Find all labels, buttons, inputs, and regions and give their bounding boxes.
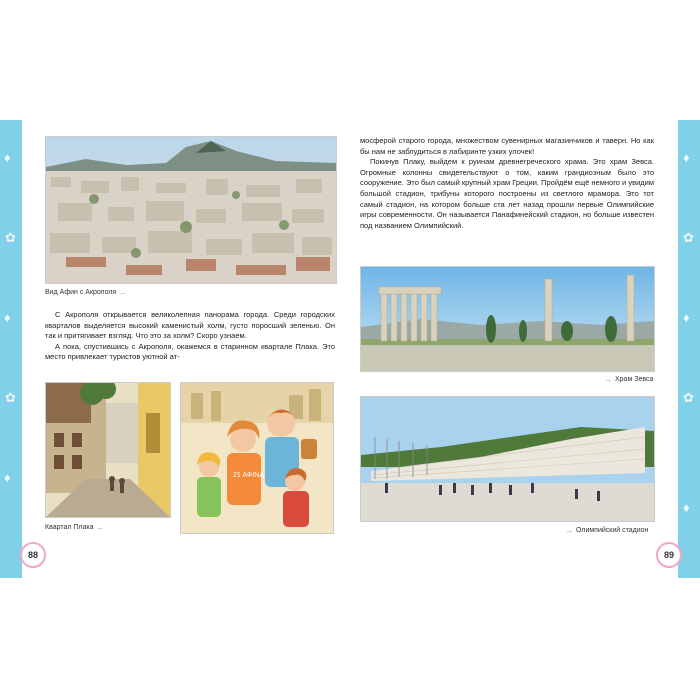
paragraph: Покинув Плаку, выйдем к руинам древнегреческого храма. Это храм Зевса. Огромные колонны свидетельствуют о том, каким грандиозным было это сооружение. Это был самый крупный храм Греции. Пройдём ещё немного и увидим большой стадион, трибуны которого построены из светлого мрамора. Это тот самый стадион, на котором больше ста лет назад прошли первые Олимпийские игры современности. Он называется Панафинейский стадион, но больше известен под названием Олимпийский.	[360, 157, 654, 230]
left-page-margin	[0, 120, 22, 578]
balloon-icon: ♦	[4, 150, 11, 165]
photo-athens-acropolis	[45, 136, 337, 284]
caption-plaka	[45, 523, 105, 532]
caption-arrow-icon: ←	[119, 288, 128, 297]
page-number-text: 89	[663, 550, 674, 560]
balloon-icon: ♦	[683, 500, 690, 515]
page-number-right	[656, 542, 682, 568]
right-page-body-text	[360, 136, 654, 231]
caption-arrow-icon: →	[604, 375, 612, 384]
caption-text: Олимпийский стадион	[576, 527, 649, 534]
flower-icon: ✿	[683, 230, 694, 245]
photo-plaka-street	[45, 382, 171, 518]
balloon-icon: ♦	[683, 150, 690, 165]
paragraph: мосферой старого города, множеством сувенирных магазинчиков и таверн. Но как бы нам не заблудиться в лабиринте узких улочек!	[360, 136, 654, 156]
flower-icon: ✿	[5, 390, 16, 405]
shirt-text: 21 AФINA	[233, 472, 265, 479]
caption-text: Вид Афин с Акрополя	[45, 289, 117, 296]
page-number-text: 88	[27, 550, 38, 560]
photo-olympic-stadium	[360, 396, 655, 522]
right-page-margin	[678, 120, 700, 578]
caption-athens-view	[45, 288, 127, 297]
caption-text: Квартал Плака	[45, 524, 94, 531]
paragraph: А пока, спустившись с Акрополя, окажемся в старинном квартале Плака. Это место привлекает туристов уютной ат-	[45, 341, 335, 362]
caption-arrow-icon: ←	[96, 523, 105, 532]
balloon-icon: ♦	[4, 470, 11, 485]
cartoon-tourists-illustration	[180, 382, 334, 534]
caption-arrow-icon: →	[565, 526, 573, 535]
caption-temple-zeus	[604, 375, 653, 384]
flower-icon: ✿	[683, 390, 694, 405]
left-page-body-text	[45, 310, 335, 363]
flower-icon: ✿	[5, 230, 16, 245]
caption-text: Храм Зевса	[615, 376, 654, 383]
photo-temple-of-zeus	[360, 266, 655, 372]
balloon-icon: ♦	[4, 310, 11, 325]
caption-olympic-stadium	[565, 526, 648, 535]
book-spread	[0, 120, 700, 578]
balloon-icon: ♦	[683, 310, 690, 325]
paragraph: С Акрополя открывается великолепная панорама города. Среди городских кварталов выделяется высокий каменистый холм, густо поросший зеленью. Он так и притягивает взгляд. Что это за холм? Скоро узнаем.	[45, 310, 335, 341]
page-number-left	[20, 542, 46, 568]
